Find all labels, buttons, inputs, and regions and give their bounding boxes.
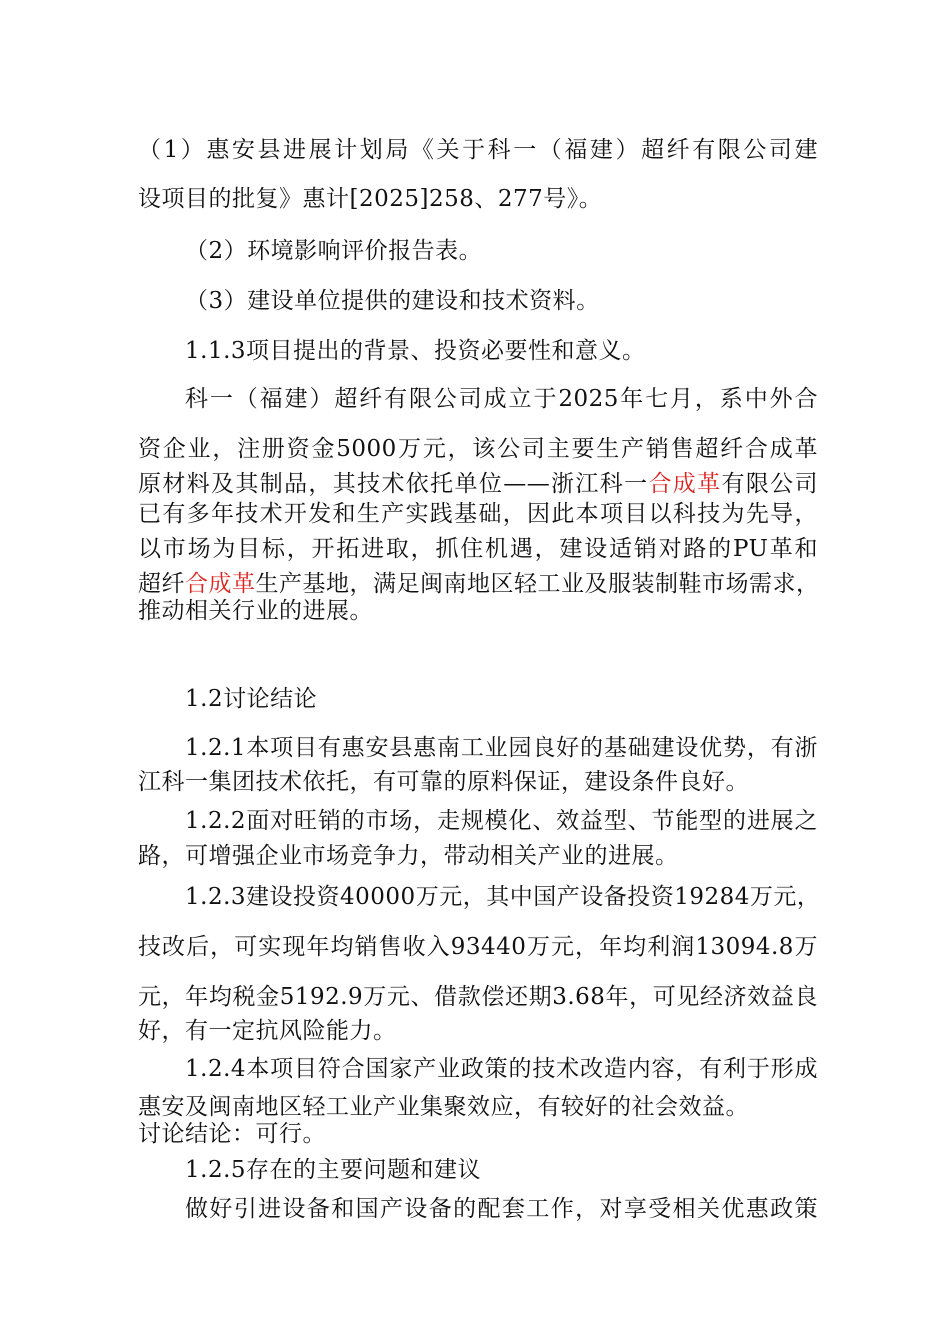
text-segment: 原材料及其制品，其技术依托单位——浙江科一 xyxy=(138,471,649,497)
paragraph-line: 惠安及闽南地区轻工业产业集聚效应，有较好的社会效益。 xyxy=(138,1094,749,1120)
text-segment: 有限公司 xyxy=(721,471,819,497)
highlighted-term: 合成革 xyxy=(185,571,256,597)
paragraph-line: 元，年均税金5192.9万元、借款偿还期3.68年，可见经济效益良 xyxy=(138,984,818,1010)
paragraph-line: 1.2.1本项目有惠安县惠南工业园良好的基础建设优势，有浙 xyxy=(185,735,818,761)
paragraph-line: 以市场为目标，开拓进取，抓住机遇，建设适销对路的PU革和 xyxy=(138,536,818,562)
highlighted-term: 合成革 xyxy=(648,471,722,497)
paragraph-line: 科一（福建）超纤有限公司成立于2025年七月，系中外合 xyxy=(185,386,818,412)
paragraph-line xyxy=(138,569,818,599)
section-heading: 1.1.3项目提出的背景、投资必要性和意义。 xyxy=(185,338,646,364)
paragraph-line: （3）建设单位提供的建设和技术资料。 xyxy=(185,288,600,314)
paragraph-line: 设项目的批复》惠计[2025]258、277号》。 xyxy=(138,186,603,212)
paragraph-line: （2）环境影响评价报告表。 xyxy=(185,238,483,264)
paragraph-line: 推动相关行业的进展。 xyxy=(138,598,373,624)
section-heading: 1.2讨论结论 xyxy=(185,686,318,712)
paragraph-line: 技改后，可实现年均销售收入93440万元，年均利润13094.8万 xyxy=(138,934,818,960)
section-heading: 1.2.5存在的主要问题和建议 xyxy=(185,1157,482,1183)
paragraph-line: 资企业，注册资金5000万元，该公司主要生产销售超纤合成革 xyxy=(138,436,818,462)
paragraph-line: 1.2.4本项目符合国家产业政策的技术改造内容，有利于形成 xyxy=(185,1056,818,1082)
paragraph-line: 1.2.2面对旺销的市场，走规模化、效益型、节能型的进展之 xyxy=(185,808,818,834)
paragraph-line xyxy=(138,469,818,499)
paragraph-line: 做好引进设备和国产设备的配套工作，对享受相关优惠政策 xyxy=(185,1196,818,1222)
conclusion-line: 讨论结论：可行。 xyxy=(138,1121,326,1147)
paragraph-line: 好，有一定抗风险能力。 xyxy=(138,1018,397,1044)
paragraph-line: 已有多年技术开发和生产实践基础，因此本项目以科技为先导， xyxy=(138,501,818,527)
paragraph-line: 江科一集团技术依托，有可靠的原料保证，建设条件良好。 xyxy=(138,769,749,795)
paragraph-line: 路，可增强企业市场竞争力，带动相关产业的进展。 xyxy=(138,843,679,869)
paragraph-line: （1）惠安县进展计划局《关于科一（福建）超纤有限公司建 xyxy=(138,137,818,163)
paragraph-line: 1.2.3建设投资40000万元，其中国产设备投资19284万元， xyxy=(185,884,821,910)
text-segment: 超纤 xyxy=(138,571,185,597)
text-segment: 生产基地，满足闽南地区轻工业及服装制鞋市场需求， xyxy=(255,571,820,597)
